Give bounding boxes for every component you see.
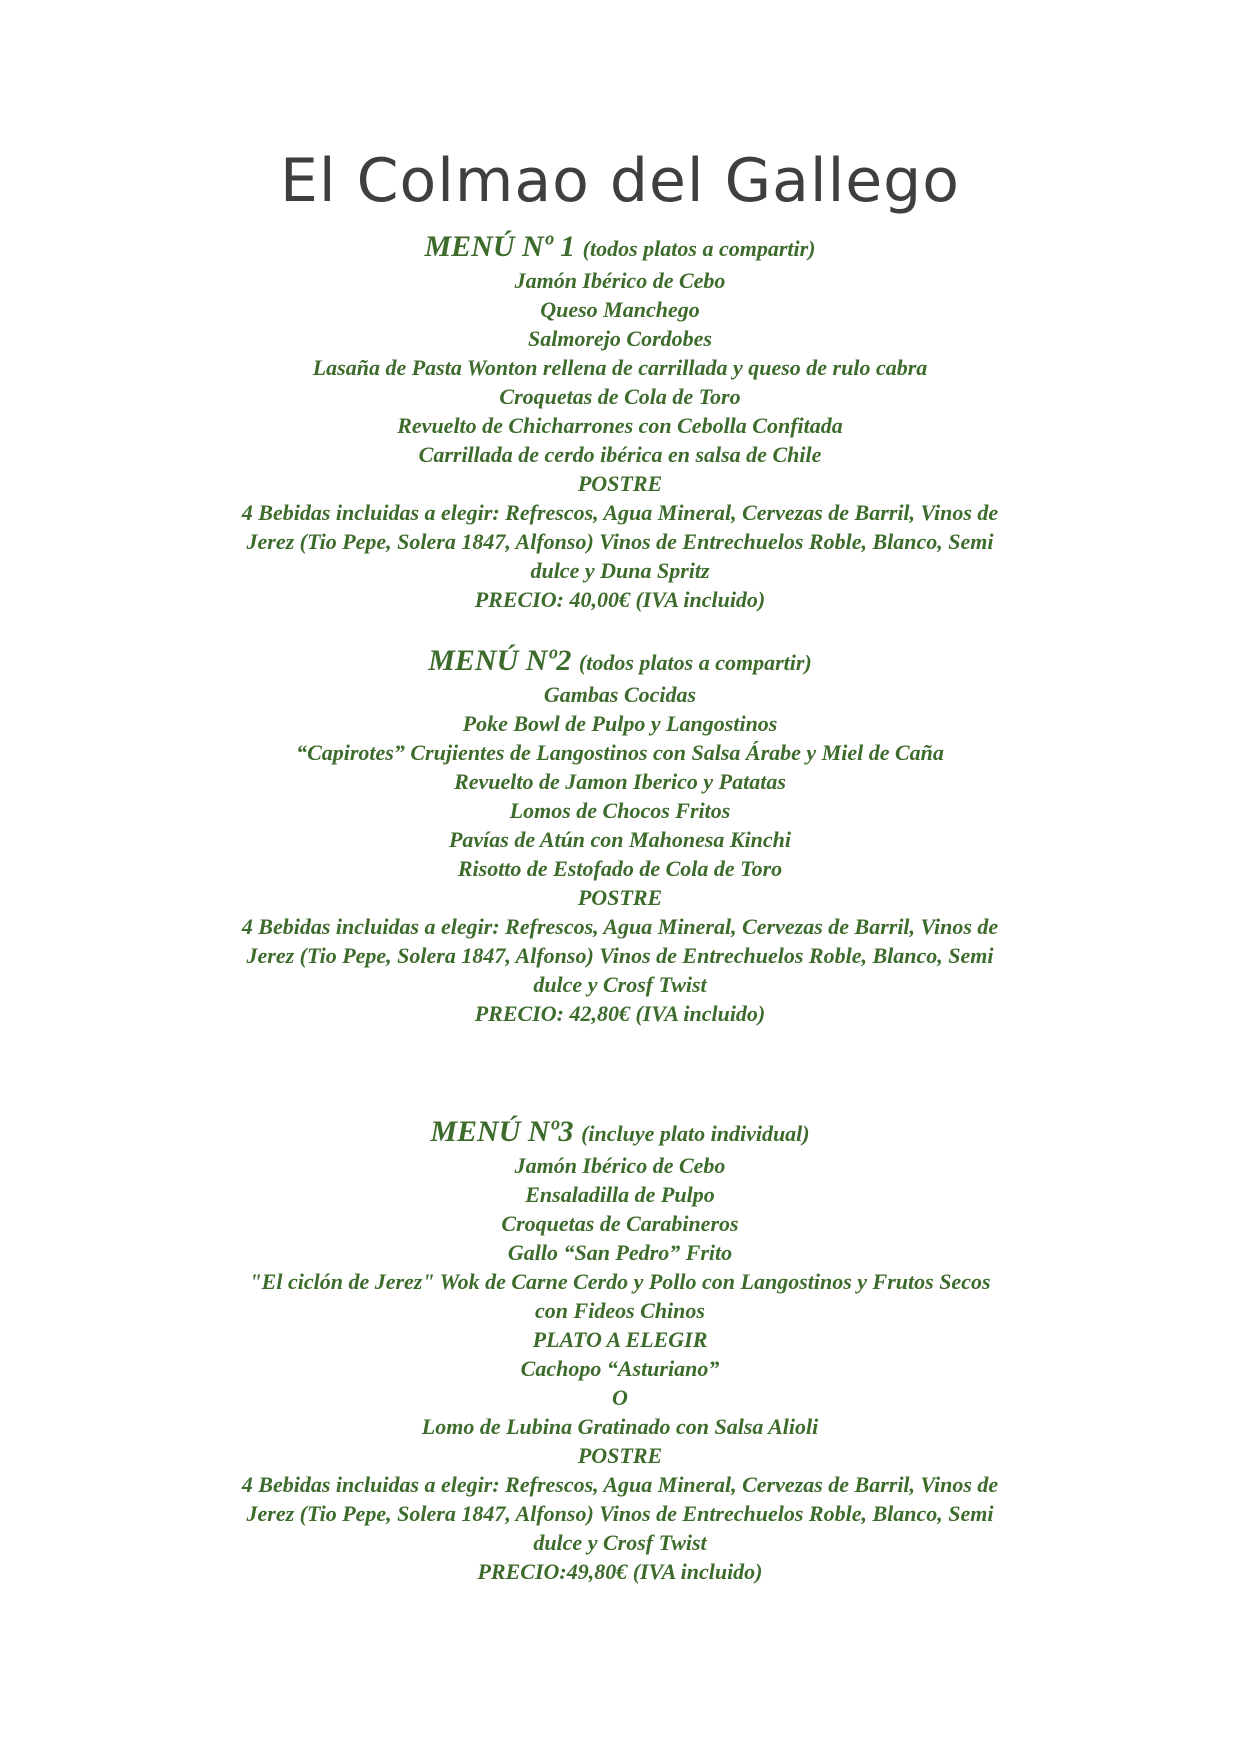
menu-price: PRECIO: 42,80€ (IVA incluido) xyxy=(474,1001,766,1026)
menu-title: MENÚ Nº3 xyxy=(430,1115,574,1148)
dish-item: “Capirotes” Crujientes de Langostinos con Salsa Árabe y Miel de Caña xyxy=(296,740,944,765)
dish-item: "El ciclón de Jerez" Wok de Carne Cerdo y Pollo con Langostinos y Frutos Secos xyxy=(249,1269,991,1294)
menu-price: PRECIO:49,80€ (IVA incluido) xyxy=(477,1559,763,1584)
menu-note: (todos platos a compartir) xyxy=(582,236,816,261)
dish-list xyxy=(170,680,1070,912)
drinks-line: dulce y Crosf Twist xyxy=(533,1530,707,1555)
dish-item: Croquetas de Cola de Toro xyxy=(499,384,741,409)
dish-item: Jamón Ibérico de Cebo xyxy=(514,268,726,293)
drinks-line: dulce y Duna Spritz xyxy=(530,558,710,583)
dish-item: Lomo de Lubina Gratinado con Salsa Alioli xyxy=(421,1414,819,1439)
dish-item: Risotto de Estofado de Cola de Toro xyxy=(457,856,783,881)
choice-label: PLATO A ELEGIR xyxy=(532,1327,708,1352)
dish-item: Gambas Cocidas xyxy=(543,682,697,707)
dish-item: Queso Manchego xyxy=(540,297,700,322)
dish-item: Ensaladilla de Pulpo xyxy=(525,1182,715,1207)
menu-heading xyxy=(170,644,1070,680)
drinks-line: 4 Bebidas incluidas a elegir: Refrescos, Agua Mineral, Cervezas de Barril, Vinos de xyxy=(241,914,999,939)
drinks-line: 4 Bebidas incluidas a elegir: Refrescos, Agua Mineral, Cervezas de Barril, Vinos de xyxy=(241,500,999,525)
drinks-line: Jerez (Tio Pepe, Solera 1847, Alfonso) Vinos de Entrechuelos Roble, Blanco, Semi xyxy=(246,1501,994,1526)
menu-section-3 xyxy=(170,1115,1070,1586)
dish-item: Jamón Ibérico de Cebo xyxy=(514,1153,726,1178)
dish-item: Cachopo “Asturiano” xyxy=(520,1356,720,1381)
dish-item: Croquetas de Carabineros xyxy=(501,1211,739,1236)
menu-note: (incluye plato individual) xyxy=(581,1121,810,1146)
menu-section-2 xyxy=(170,644,1070,1028)
restaurant-name: El Colmao del Gallego xyxy=(280,146,960,216)
dish-item: Revuelto de Jamon Iberico y Patatas xyxy=(454,769,786,794)
dessert-label: POSTRE xyxy=(577,1443,663,1468)
drinks-line: Jerez (Tio Pepe, Solera 1847, Alfonso) Vinos de Entrechuelos Roble, Blanco, Semi xyxy=(246,529,994,554)
menu-title: MENÚ Nº2 xyxy=(428,644,572,677)
drinks-line: dulce y Crosf Twist xyxy=(533,972,707,997)
menu-section-1 xyxy=(170,230,1070,614)
dish-list xyxy=(170,266,1070,498)
drinks-line: Jerez (Tio Pepe, Solera 1847, Alfonso) Vinos de Entrechuelos Roble, Blanco, Semi xyxy=(246,943,994,968)
menu-title: MENÚ Nº 1 xyxy=(424,230,576,263)
dessert-label: POSTRE xyxy=(577,471,663,496)
drinks-line: 4 Bebidas incluidas a elegir: Refrescos, Agua Mineral, Cervezas de Barril, Vinos de xyxy=(241,1472,999,1497)
dish-item: Lasaña de Pasta Wonton rellena de carrillada y queso de rulo cabra xyxy=(312,355,928,380)
dessert-label: POSTRE xyxy=(577,885,663,910)
menu-heading xyxy=(170,230,1070,266)
dish-item: Gallo “San Pedro” Frito xyxy=(507,1240,733,1265)
dish-item: Revuelto de Chicharrones con Cebolla Confitada xyxy=(397,413,843,438)
dish-item: Poke Bowl de Pulpo y Langostinos xyxy=(462,711,778,736)
dish-item: Carrillada de cerdo ibérica en salsa de Chile xyxy=(418,442,822,467)
dish-item: Pavías de Atún con Mahonesa Kinchi xyxy=(448,827,792,852)
or-separator: O xyxy=(612,1385,628,1410)
menu-note: (todos platos a compartir) xyxy=(578,650,812,675)
dish-list xyxy=(170,1151,1070,1470)
menu-price: PRECIO: 40,00€ (IVA incluido) xyxy=(474,587,766,612)
dish-item: Salmorejo Cordobes xyxy=(528,326,712,351)
dish-item: Lomos de Chocos Fritos xyxy=(509,798,731,823)
dish-item: con Fideos Chinos xyxy=(535,1298,705,1323)
menu-heading xyxy=(170,1115,1070,1151)
